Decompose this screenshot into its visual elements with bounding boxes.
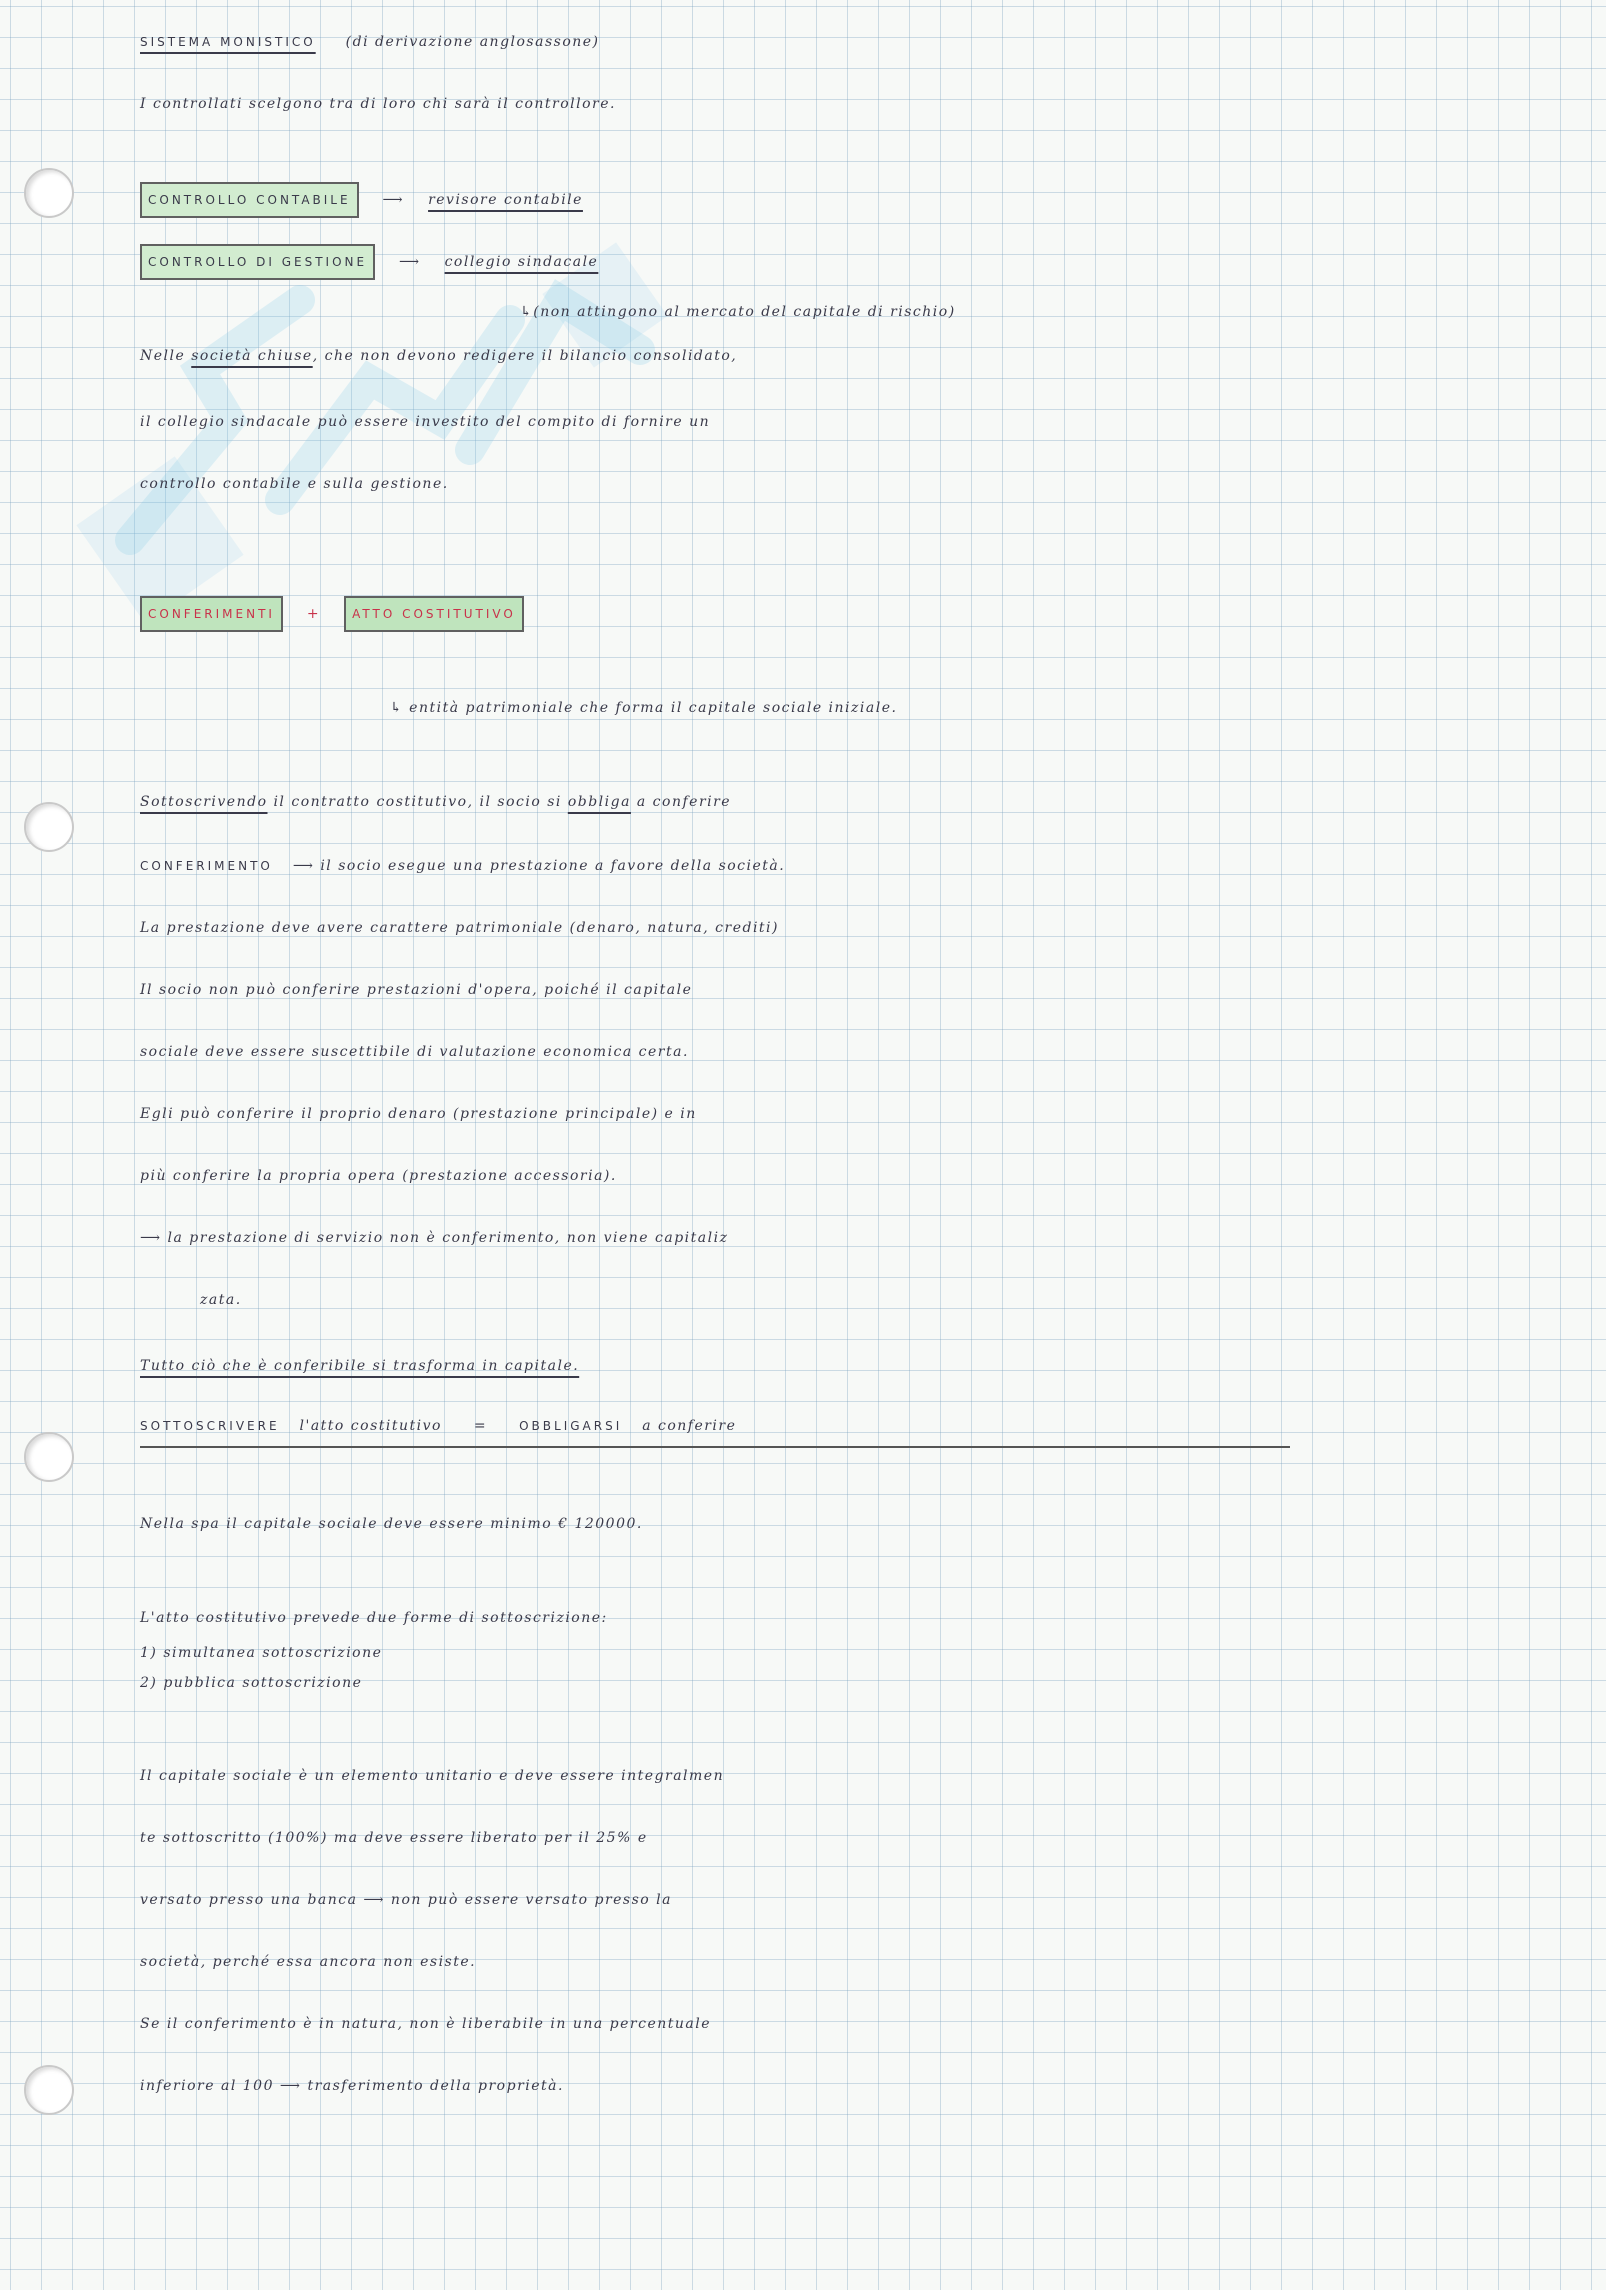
text-span: SOTTOSCRIVERE — [140, 1419, 280, 1433]
equals-icon: = — [473, 1418, 488, 1434]
punch-hole — [24, 2065, 74, 2115]
text-span: Il socio non può conferire prestazioni d'opera, poiché il capitale — [140, 982, 693, 998]
list-item — [140, 1668, 1566, 1698]
text-span: il contratto costitutivo, il socio si — [267, 794, 568, 810]
text-line — [140, 2004, 1566, 2044]
text-span: più conferire la propria opera (prestazione accessoria). — [140, 1168, 617, 1184]
text-span: obbliga — [567, 794, 631, 810]
text-line — [140, 2066, 1566, 2106]
text-span: CONFERIMENTO — [140, 859, 273, 873]
text-span: ↳ entità patrimoniale che forma il capitale sociale iniziale. — [390, 700, 898, 716]
text-span: sociale deve essere suscettibile di valutazione economica certa. — [140, 1044, 689, 1060]
text-span: ↳(non attingono al mercato del capitale di rischio) — [520, 304, 956, 320]
text-line — [140, 970, 1566, 1010]
text-span: società, perché essa ancora non esiste. — [140, 1954, 477, 1970]
text-line — [390, 688, 1566, 728]
punch-hole — [24, 802, 74, 852]
boxed-term: CONFERIMENTI — [140, 596, 283, 632]
text-span: La prestazione deve avere carattere patrimoniale (denaro, natura, crediti) — [140, 920, 780, 936]
text-span: Nelle — [140, 348, 186, 364]
text-line — [140, 1942, 1566, 1982]
boxed-term: ATTO COSTITUTIVO — [344, 596, 524, 632]
arrow-right-icon: ⟶ — [382, 192, 405, 208]
text-span: Tutto ciò che è conferibile si trasforma in capitale. — [140, 1358, 580, 1374]
text-span: revisore contabile — [428, 192, 583, 208]
text-line — [140, 782, 1566, 822]
text-line — [140, 846, 1566, 886]
text-span: 1) simultanea sottoscrizione — [140, 1645, 383, 1661]
text-span: società chiuse — [191, 348, 313, 364]
text-span: Se il conferimento è in natura, non è liberabile in una percentuale — [140, 2016, 712, 2032]
plus-icon: + — [306, 606, 321, 622]
text-line — [140, 84, 1566, 124]
text-line — [140, 242, 1566, 282]
text-span: a conferire — [642, 1418, 737, 1434]
text-line — [140, 908, 1566, 948]
section-title: SISTEMA MONISTICO — [140, 35, 316, 49]
text-span: L'atto costitutivo prevede due forme di sottoscrizione: — [140, 1610, 608, 1626]
text-line — [140, 1818, 1566, 1858]
arrow-right-icon: ⟶ — [399, 254, 421, 270]
boxed-term: CONTROLLO DI GESTIONE — [140, 244, 375, 280]
text-span: collegio sindacale — [444, 254, 599, 270]
text-line — [140, 1598, 1566, 1638]
boxed-term: CONTROLLO CONTABILE — [140, 182, 359, 218]
text-span: I controllati scelgono tra di loro chi sarà il controllore. — [140, 96, 616, 112]
text-span: a conferire — [630, 794, 732, 810]
text-line — [140, 1032, 1566, 1072]
text-span: Nella spa il capitale sociale deve essere minimo € 120000. — [140, 1516, 643, 1532]
text-span: inferiore al 100 ⟶ trasferimento della proprietà. — [140, 2078, 564, 2094]
text-span: versato presso una banca ⟶ non può essere versato presso la — [140, 1892, 672, 1908]
text-line — [140, 1218, 1566, 1258]
text-line — [140, 1880, 1566, 1920]
text-line — [140, 1504, 1566, 1544]
text-line — [140, 402, 1566, 442]
text-line — [140, 594, 1566, 634]
text-span: , che non devono redigere il bilancio consolidato, — [312, 348, 738, 364]
list-item — [140, 1638, 1566, 1668]
text-span: controllo contabile e sulla gestione. — [140, 476, 449, 492]
text-span: (di derivazione anglosassone) — [345, 34, 600, 50]
text-span: te sottoscritto (100%) ma deve essere liberato per il 25% e — [140, 1830, 648, 1846]
text-span: 2) pubblica sottoscrizione — [140, 1675, 363, 1691]
text-line — [140, 1406, 1566, 1446]
text-line — [140, 1756, 1566, 1796]
text-line — [140, 180, 1566, 220]
text-line — [140, 1156, 1566, 1196]
heading-line — [140, 22, 1566, 62]
text-span: zata. — [200, 1292, 242, 1308]
text-line — [140, 1346, 1566, 1386]
text-line — [520, 292, 1566, 332]
text-span: OBBLIGARSI — [519, 1419, 623, 1433]
text-line — [140, 1094, 1566, 1134]
text-line — [140, 336, 1566, 376]
text-span: Egli può conferire il proprio denaro (prestazione principale) e in — [140, 1106, 697, 1122]
text-span: ⟶ il socio esegue una prestazione a favore della società. — [292, 858, 786, 874]
text-line — [140, 464, 1566, 504]
text-span: il collegio sindacale può essere investito del compito di fornire un — [140, 414, 711, 430]
text-line — [200, 1280, 1566, 1320]
text-span: l'atto costitutivo — [299, 1418, 442, 1434]
text-span: ⟶ la prestazione di servizio non è conferimento, non viene capitaliz — [140, 1230, 729, 1246]
text-span: Il capitale sociale è un elemento unitario e deve essere integralmen — [140, 1768, 725, 1784]
underline-rule — [140, 1446, 1290, 1448]
punch-hole — [24, 1432, 74, 1482]
text-span: Sottoscrivendo — [140, 794, 268, 810]
punch-hole — [24, 168, 74, 218]
